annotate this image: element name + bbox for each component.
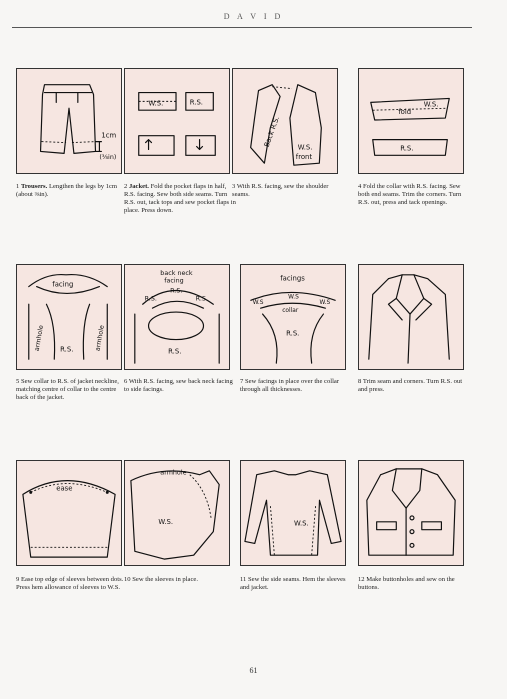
step-3-label-2: W.S.: [297, 143, 313, 152]
step-1-label-2: (⅜in): [99, 153, 117, 162]
step-5-label-1: facing: [52, 280, 74, 289]
step-4-label-3: R.S.: [400, 144, 414, 153]
step-7-caption: 7 Sew facings in place over the collar through all thicknesses.: [240, 378, 340, 393]
step-6-label-2: facing: [164, 276, 184, 285]
step-8-caption: 8 Trim seam and corners. Turn R.S. out and press.: [358, 378, 463, 393]
step-9-caption: 9 Ease top edge of sleeves between dots. Press hem allowance of sleeves to W.S.: [16, 576, 124, 591]
step-7-label-6: R.S.: [286, 329, 300, 338]
illustration-2-pocket-flaps: [124, 68, 230, 174]
step-5-label-3: R.S.: [60, 345, 74, 354]
step-3-label-3: front: [295, 153, 313, 162]
step-11-label-1: W.S.: [293, 519, 309, 528]
step-1-label-1: 1cm: [101, 131, 117, 140]
illustration-12-buttons: [358, 460, 464, 566]
step-11-caption: 11 Sew the side seams. Hem the sleeves and jacket.: [240, 576, 346, 591]
illustration-7-facings: [240, 264, 346, 370]
step-7-label-2: W.S: [252, 300, 264, 307]
step-6-label-5: R.S.: [195, 294, 208, 303]
step-5-label-2: armhole: [32, 324, 46, 352]
illustration-3-shoulder-seams: [232, 68, 338, 174]
illustration-1-trousers: [16, 68, 122, 174]
step-4-caption: 4 Fold the collar with R.S. facing. Sew both end seams. Trim the corners. Turn R.S. out, press and tack openings.: [358, 183, 462, 206]
illustration-4-collar: [358, 68, 464, 174]
step-1-caption: 1 Trousers. Lengthen the legs by 1cm (about ⅜in).: [16, 183, 118, 198]
illustration-5-collar-neckline: [16, 264, 122, 370]
step-12-caption: 12 Make buttonholes and sew on the buttons.: [358, 576, 455, 591]
step-9-label-1: ease: [56, 484, 73, 493]
step-2-label-2: R.S.: [189, 98, 204, 107]
step-5-label-4: armhole: [93, 324, 106, 352]
illustration-8-turned-jacket: [358, 264, 464, 370]
step-10-label-2: W.S.: [158, 517, 174, 526]
step-10-caption: 10 Sew the sleeves in place.: [124, 576, 198, 583]
step-6-caption: 6 With R.S. facing, sew back neck facing to side facings.: [124, 378, 233, 393]
step-4-label-2: W.S.: [423, 100, 439, 109]
step-2-label-1: W.S.: [148, 99, 164, 108]
step-7-label-1: facings: [280, 274, 305, 283]
step-6-label-1: back neck: [160, 268, 193, 277]
header-rule: [12, 27, 472, 28]
step-3-caption: 3 With R.S. facing, sew the shoulder seams.: [232, 183, 329, 198]
step-6-label-4: R.S.: [170, 286, 183, 295]
illustration-10-sleeve-in-place: [124, 460, 230, 566]
step-7-label-3: W.S: [288, 294, 299, 301]
illustration-9-sleeve: [16, 460, 122, 566]
step-10-label-1: armhole: [160, 468, 187, 477]
page-number: 61: [249, 666, 258, 675]
step-7-label-5: collar: [282, 308, 299, 315]
illustration-6-back-neck-facing: [124, 264, 230, 370]
step-3-label-1: Back R.S.: [262, 115, 282, 149]
step-7-label-4: W.S: [319, 300, 331, 307]
step-6-label-6: R.S.: [168, 347, 182, 356]
step-4-label-1: fold: [398, 108, 412, 117]
step-2-caption: 2 Jacket. Fold the pocket flaps in half, R.S. facing. Sew both side seams. Turn R.S. out, tack tops and sew pocket flaps in place. Press down.: [124, 183, 236, 214]
illustration-11-side-seams: [240, 460, 346, 566]
step-5-caption: 5 Sew collar to R.S. of jacket neckline, matching centre of collar to the centre back of the jacket.: [16, 378, 119, 401]
running-header: D A V I D: [223, 12, 284, 21]
step-6-label-3: R.S.: [144, 294, 157, 303]
